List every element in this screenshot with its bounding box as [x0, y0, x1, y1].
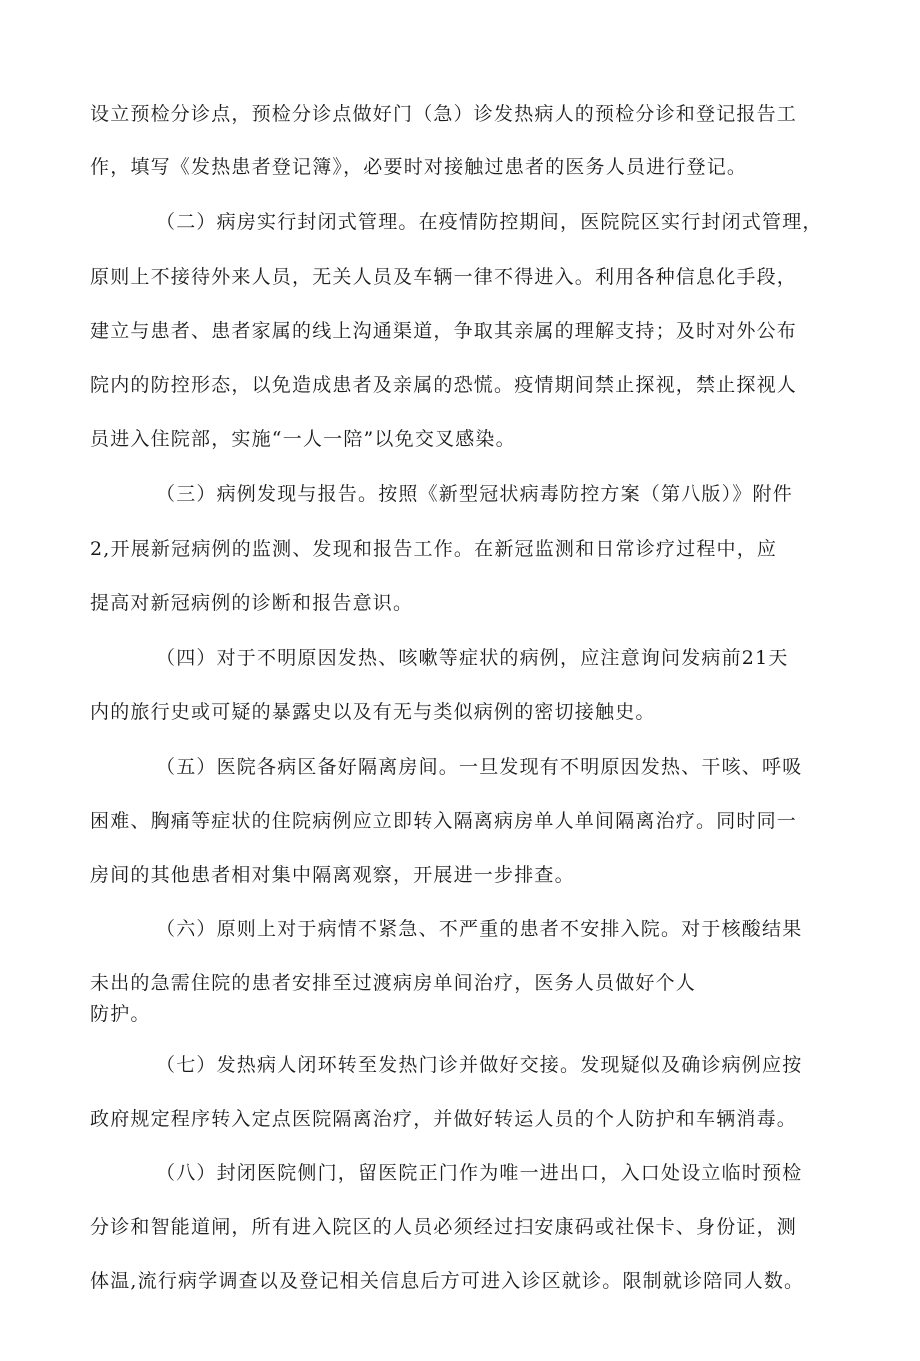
text-line: 内的旅行史或可疑的暴露史以及有无与类似病例的密切接触史。 [90, 701, 656, 723]
paragraph-heading-7: （七）发热病人闭环转至发热门诊并做好交接。发现疑似及确诊病例应按 [156, 1054, 803, 1076]
text-line: 设立预检分诊点，预检分诊点做好门（急）诊发热病人的预检分诊和登记报告工 [90, 103, 798, 125]
text-line: 原则上不接待外来人员，无关人员及车辆一律不得进入。利用各种信息化手段， [90, 266, 798, 288]
text-line: 2,开展新冠病例的监测、发现和报告工作。在新冠监测和日常诊疗过程中，应 [90, 538, 778, 560]
text-line: 院内的防控形态，以免造成患者及亲属的恐慌。疫情期间禁止探视，禁止探视人 [90, 374, 798, 396]
text-line: 员进入住院部，实施“一人一陪”以免交叉感染。 [90, 428, 516, 450]
text-line: 体温,流行病学调查以及登记相关信息后方可进入诊区就诊。限制就诊陪同人数。 [90, 1270, 805, 1292]
text-line: 房间的其他患者相对集中隔离观察，开展进一步排查。 [90, 864, 575, 886]
text-line: 分诊和智能道闸，所有进入院区的人员必须经过扫安康码或社保卡、身份证，测 [90, 1216, 798, 1238]
text-line: 未出的急需住院的患者安排至过渡病房单间治疗，医务人员做好个人 [90, 972, 697, 994]
paragraph-heading-6: （六）原则上对于病情不紧急、不严重的患者不安排入院。对于核酸结果 [156, 918, 803, 940]
paragraph-heading-8: （八）封闭医院侧门，留医院正门作为唯一进出口，入口处设立临时预检 [156, 1162, 803, 1184]
paragraph-heading-3: （三）病例发现与报告。按照《新型冠状病毒防控方案（第八版）》附件 [156, 483, 793, 505]
text-line: 政府规定程序转入定点医院隔离治疗，并做好转运人员的个人防护和车辆消毒。 [90, 1108, 798, 1130]
text-line: 提高对新冠病例的诊断和报告意识。 [90, 592, 414, 614]
text-line: 困难、胸痛等症状的住院病例应立即转入隔离病房单人单间隔离治疗。同时同一 [90, 810, 798, 832]
paragraph-heading-2: （二）病房实行封闭式管理。在疫情防控期间，医院院区实行封闭式管理， [156, 211, 823, 233]
text-line: 作，填写《发热患者登记簿》，必要时对接触过患者的医务人员进行登记。 [90, 156, 748, 178]
text-line: 防护。 [90, 1003, 151, 1025]
paragraph-heading-5: （五）医院各病区备好隔离房间。一旦发现有不明原因发热、干咳、呼吸 [156, 756, 803, 778]
paragraph-heading-4: （四）对于不明原因发热、咳嗽等症状的病例，应注意询问发病前21天 [156, 647, 789, 669]
text-line: 建立与患者、患者家属的线上沟通渠道，争取其亲属的理解支持；及时对外公布 [90, 320, 798, 342]
